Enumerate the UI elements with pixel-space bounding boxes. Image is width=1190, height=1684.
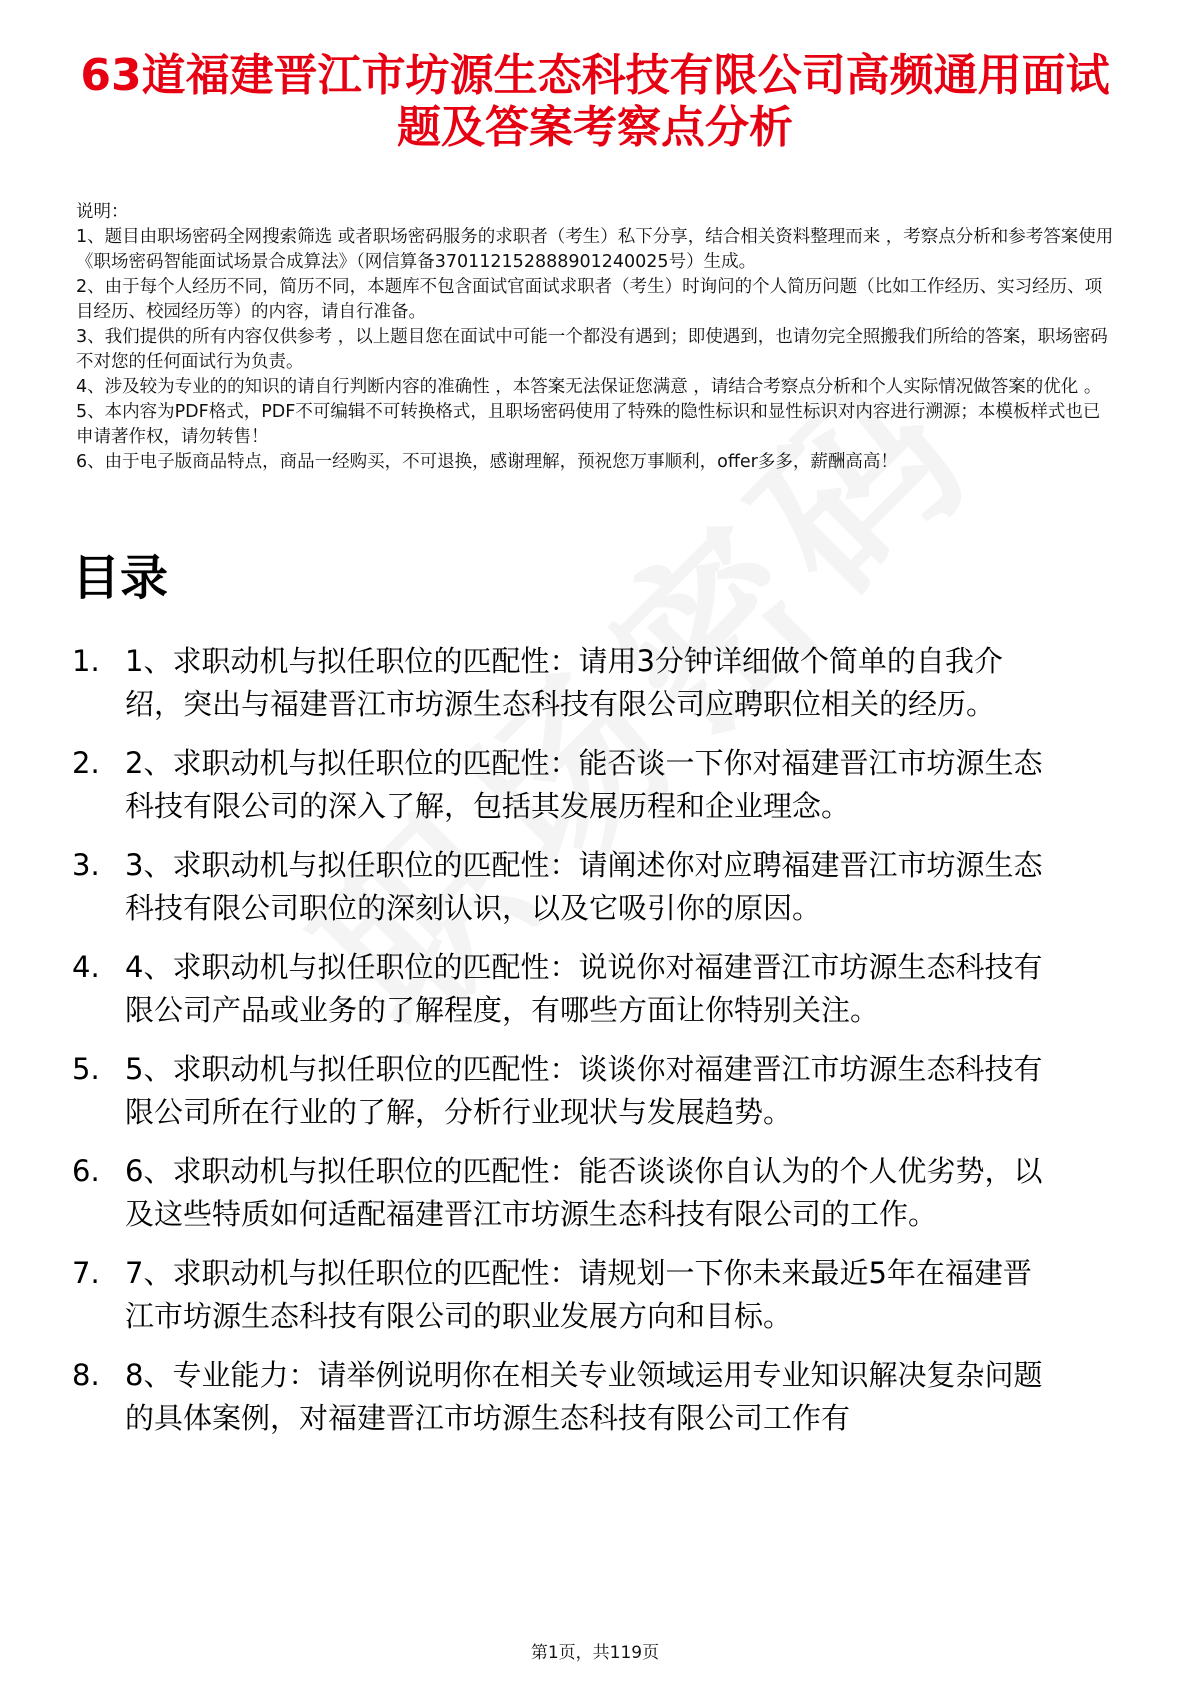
toc-item-text: 4、求职动机与拟任职位的匹配性：说说你对福建晋江市坊源生态科技有限公司产品或业务的了解程度，有哪些方面让你特别关注。	[125, 950, 1043, 1027]
toc-item-number: 1.	[72, 644, 100, 678]
toc-item-number: 7.	[72, 1256, 100, 1290]
toc-item[interactable]	[0, 1252, 1055, 1338]
document-title: 63道福建晋江市坊源生态科技有限公司高频通用面试题及答案考察点分析	[80, 50, 1110, 153]
toc-item-number: 2.	[72, 746, 100, 780]
toc-item-text: 6、求职动机与拟任职位的匹配性：能否谈谈你自认为的个人优劣势，以及这些特质如何适配福建晋江市坊源生态科技有限公司的工作。	[125, 1154, 1043, 1231]
toc-item[interactable]	[0, 640, 1055, 726]
note-item: 6、由于电子版商品特点，商品一经购买，不可退换，感谢理解，预祝您万事顺利，offer多多，薪酬高高！	[76, 452, 898, 472]
toc-item[interactable]	[0, 844, 1055, 930]
toc-item[interactable]	[0, 1354, 1055, 1440]
note-item: 3、我们提供的所有内容仅供参考 ，以上题目您在面试中可能一个都没有遇到；即使遇到，也请勿完全照搬我们所给的答案，职场密码不对您的任何面试行为负责。	[76, 327, 1108, 372]
toc-item[interactable]	[0, 1150, 1055, 1236]
toc-heading: 目录	[72, 550, 169, 606]
toc-item-number: 5.	[72, 1052, 100, 1086]
note-item: 5、本内容为PDF格式，PDF不可编辑不可转换格式，且职场密码使用了特殊的隐性标识和显性标识对内容进行溯源；本模板样式也已申请著作权，请勿转售！	[76, 402, 1101, 447]
toc-item[interactable]	[0, 1048, 1055, 1134]
notes-section	[76, 200, 1116, 475]
note-item: 2、由于每个人经历不同，简历不同，本题库不包含面试官面试求职者（考生）时询问的个人简历问题（比如工作经历、实习经历、项目经历、校园经历等）的内容，请自行准备。	[76, 277, 1103, 322]
page-footer: 第1页，共119页	[530, 1643, 660, 1663]
toc-item-text: 8、专业能力：请举例说明你在相关专业领域运用专业知识解决复杂问题的具体案例，对福建晋江市坊源生态科技有限公司工作有	[125, 1358, 1043, 1435]
toc-item-text: 3、求职动机与拟任职位的匹配性：请阐述你对应聘福建晋江市坊源生态科技有限公司职位的深刻认识，以及它吸引你的原因。	[125, 848, 1043, 925]
table-of-contents	[0, 640, 1190, 1456]
toc-item-number: 4.	[72, 950, 100, 984]
toc-item-number: 3.	[72, 848, 100, 882]
toc-item[interactable]	[0, 742, 1055, 828]
note-item: 4、涉及较为专业的的知识的请自行判断内容的准确性 ，本答案无法保证您满意 ，请结合考察点分析和个人实际情况做答案的优化 。	[76, 377, 1102, 397]
toc-item-text: 7、求职动机与拟任职位的匹配性：请规划一下你未来最近5年在福建晋江市坊源生态科技有限公司的职业发展方向和目标。	[125, 1256, 1032, 1333]
toc-item-text: 1、求职动机与拟任职位的匹配性：请用3分钟详细做个简单的自我介绍，突出与福建晋江市坊源生态科技有限公司应聘职位相关的经历。	[125, 644, 1003, 721]
toc-item-number: 8.	[72, 1358, 100, 1392]
note-item: 1、题目由职场密码全网搜索筛选 或者职场密码服务的求职者（考生）私下分享，结合相关资料整理而来 ，考察点分析和参考答案使用《职场密码智能面试场景合成算法》（网信算备370112152888901240025号）生成。	[76, 227, 1114, 272]
toc-item-text: 5、求职动机与拟任职位的匹配性：谈谈你对福建晋江市坊源生态科技有限公司所在行业的了解，分析行业现状与发展趋势。	[125, 1052, 1043, 1129]
toc-item-text: 2、求职动机与拟任职位的匹配性：能否谈一下你对福建晋江市坊源生态科技有限公司的深入了解，包括其发展历程和企业理念。	[125, 746, 1043, 823]
notes-heading: 说明：	[76, 202, 129, 222]
toc-item[interactable]	[0, 946, 1055, 1032]
toc-item-number: 6.	[72, 1154, 100, 1188]
